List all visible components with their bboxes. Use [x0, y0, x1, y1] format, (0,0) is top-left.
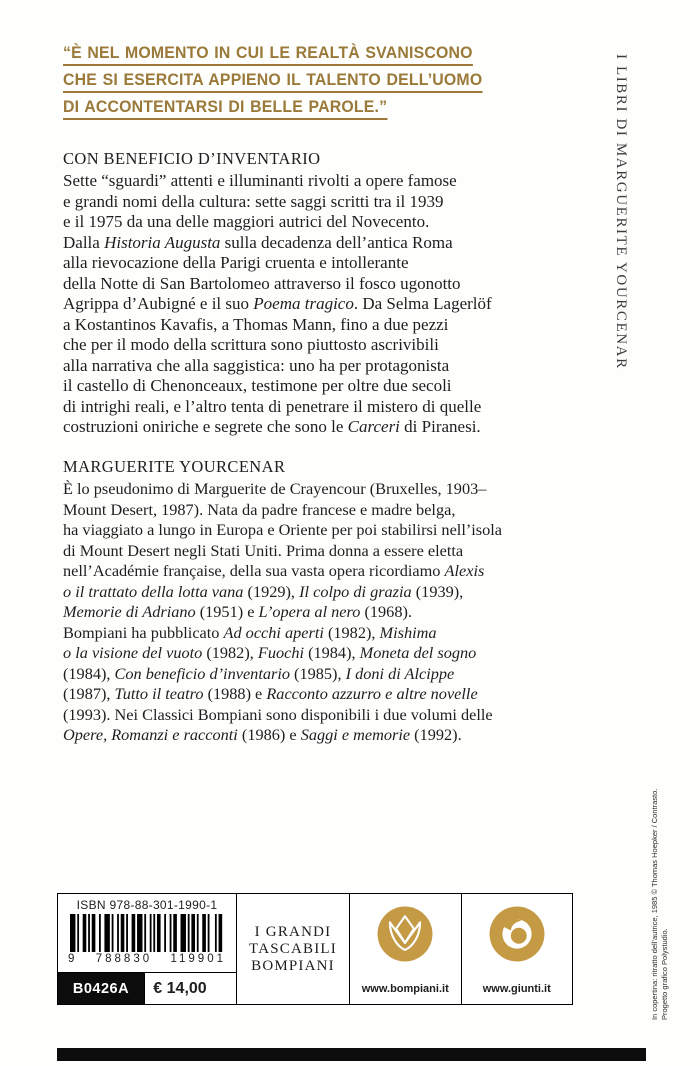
giunti-url: www.giunti.it [482, 983, 551, 995]
barcode-digits [68, 953, 226, 965]
barcode-digit-group: 9 [68, 953, 78, 965]
footer-strip [57, 893, 573, 1005]
bottom-black-band [57, 1048, 646, 1061]
barcode [70, 914, 224, 952]
bompiani-flower-icon [374, 903, 436, 965]
giunti-panel [461, 894, 573, 1004]
giunti-swirl-icon [486, 903, 548, 965]
author-name-heading: MARGUERITE YOURCENAR [63, 457, 286, 476]
spine-title: I LIBRI DI MARGUERITE YOURCENAR [613, 54, 629, 370]
author-bio-text: È lo pseudonimo di Marguerite de Crayencour (Bruxelles, 1903– Mount Desert, 1987). Nata da padre francese e madre belga, ha viaggiato a lungo in Europa e Oriente per poi stabilirsi nell’isola di Mount Desert negli Stati Uniti. Prima donna a essere eletta nell’Académie française, della sua vasta opera ricordiamo Alexis o il trattato della lotta vana (1929), Il colpo di grazia (1939), Memorie di Adriano (1951) e L’opera al nero (1968). Bompiani ha pubblicato Ad occhi aperti (1982), Mishima o la visione del vuoto (1982), Fuochi (1984), Moneta del sogno (1984), Con beneficio d’inventario (1985), I doni di Alcippe (1987), Tutto il teatro (1988) e Racconto azzurro e altre novelle (1993). Nei Classici Bompiani sono disponibili i due volumi delle Opere, Romanzi e racconti (1986) e Saggi e memorie (1992). [63, 479, 503, 744]
cover-quote: “È NEL MOMENTO IN CUI LE REALTÀ SVANISCONO CHE SI ESERCITA APPIENO IL TALENTO DELL’UOMO DI ACCONTENTARSI DI BELLE PAROLE.” [63, 44, 482, 125]
barcode-digit-group: 788830 [95, 953, 153, 965]
photo-credit: In copertina: ritratto dell’autrice, 1985 © Thomas Hoepker / Contrasto. Progetto grafico Polystudio. [650, 788, 669, 1020]
edition-code-badge: B0426A [58, 973, 144, 1004]
price-row-spacer [215, 973, 236, 1004]
bompiani-url: www.bompiani.it [361, 983, 449, 995]
isbn-label: ISBN 978-88-301-1990-1 [76, 898, 218, 912]
book-description-section [63, 149, 623, 438]
price-label: € 14,00 [144, 973, 215, 1004]
book-description-text: Sette “sguardi” attenti e illuminanti rivolti a opere famose e grandi nomi della cultura: sette saggi scritti tra il 1939 e il 1975 da una delle maggiori autrici del Novecento. Dalla Historia Augusta sulla decadenza dell’antica Roma alla rievocazione della Parigi cruenta e intollerante della Notte di San Bartolomeo attraverso il fosco ugonotto Agrippa d’Aubigné e il suo Poema tragico. Da Selma Lagerlöf a Kostantinos Kavafis, a Thomas Mann, fino a due pezzi che per il modo della scrittura sono piuttosto ascrivibili alla narrativa che alla saggistica: uno ha per protagonista il castello di Chenonceaux, testimone per oltre due secoli di intrighi reali, e l’altro tenta di penetrare il mistero di quelle costruzioni oniriche e segrete che sono le Carceri di Piranesi. [63, 171, 492, 436]
author-bio-section [63, 457, 623, 746]
book-title-heading: CON BENEFICIO D’INVENTARIO [63, 149, 321, 168]
imprint-panel: I GRANDI TASCABILI BOMPIANI [236, 894, 349, 1004]
bompiani-panel [349, 894, 461, 1004]
barcode-digit-group: 119901 [170, 953, 226, 965]
price-row [58, 972, 236, 1004]
barcode-panel [58, 894, 236, 1004]
